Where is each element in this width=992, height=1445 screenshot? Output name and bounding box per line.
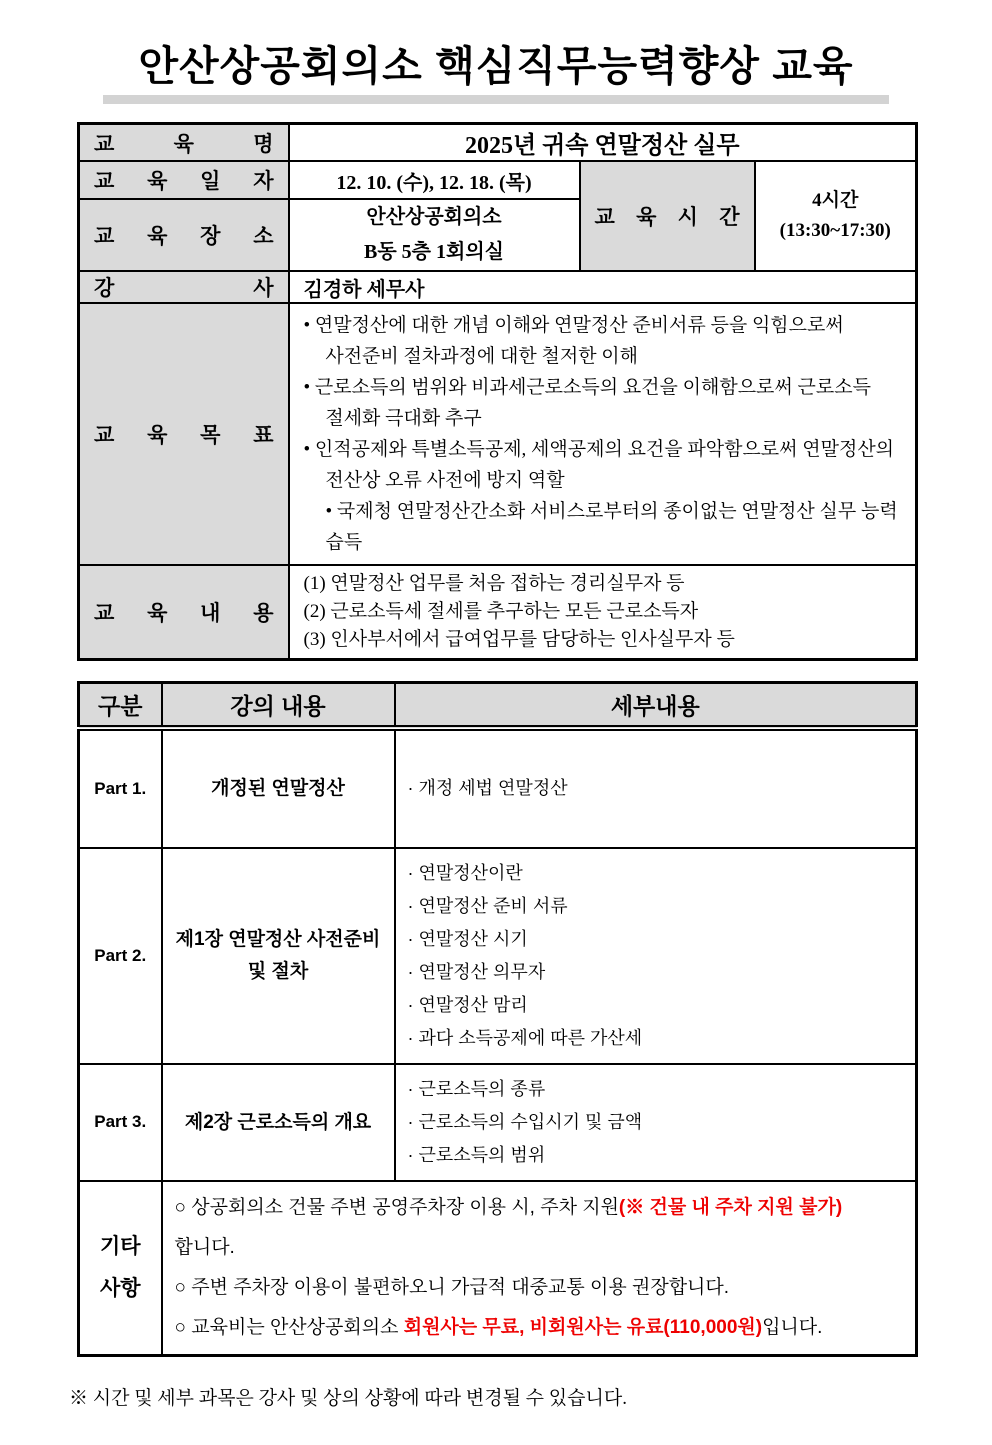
- misc-text: ○ 주변 주차장 이용이 불편하오니 가급적 대중교통 이용 권장합니다.: [174, 1276, 730, 1298]
- goal-item: • 국제청 연말정산간소화 서비스로부터의 종이없는 연말정산 실무 능력 습득: [325, 501, 898, 554]
- course-info-table: [77, 122, 918, 661]
- detail-item: · 연말정산이란: [407, 862, 523, 883]
- misc-text-red: 회원사는 무료, 비회원사는 유료(110,000원): [403, 1316, 763, 1338]
- document: [69, 42, 915, 1410]
- course-time-range: (13:30~17:30): [779, 220, 891, 242]
- value-course-goal: [289, 303, 917, 565]
- table-row: [79, 271, 917, 303]
- detail-item: · 개정 세법 연말정산: [407, 778, 568, 799]
- value-course-date: 12. 10. (수), 12. 18. (목): [289, 161, 580, 199]
- header-detail: 세부내용: [395, 683, 917, 728]
- misc-text: 입니다.: [762, 1316, 823, 1338]
- header-category: 구분: [79, 683, 162, 728]
- title-block: [77, 42, 915, 104]
- curriculum-header-row: [79, 683, 917, 728]
- misc-item: [175, 1188, 908, 1268]
- misc-text: ○ 교육비는 안산상공회의소: [174, 1316, 404, 1338]
- lecture-title-line: 및 절차: [247, 960, 309, 982]
- label-course-date: 교 육 일 자: [79, 161, 289, 199]
- label-course-name: 교 육 명: [79, 124, 289, 162]
- misc-item: [175, 1268, 908, 1308]
- detail-item: · 연말정산 맘리: [407, 994, 528, 1015]
- misc-text-red: (※ 건물 내 주차 지원 불가): [618, 1196, 843, 1218]
- table-row: [79, 303, 917, 565]
- curriculum-row-part1: [79, 728, 917, 848]
- course-place-line1: 안산상공회의소: [366, 206, 502, 229]
- detail-item: · 근로소득의 종류: [407, 1078, 546, 1099]
- curriculum-row-part3: [79, 1064, 917, 1181]
- course-place-line2: B동 5층 1회의실: [364, 241, 504, 264]
- goal-item: • 근로소득의 범위와 비과세근로소득의 요건을 이해함으로써 근로소득 절세화 극대화 추구: [303, 377, 871, 430]
- label-course-time: 교 육 시 간: [580, 161, 755, 271]
- goal-item: • 인적공제와 특별소득공제, 세액공제의 요건을 파악함으로써 연말정산의 전산상 오류 사전에 방지 역할: [303, 439, 895, 492]
- lecture-title: [162, 728, 395, 848]
- lecture-title-line: 제1장 연말정산 사전준비: [175, 929, 381, 951]
- page-title: 안산상공회의소 핵심직무능력향상 교육: [138, 43, 854, 89]
- course-time-hours: 4시간: [812, 189, 859, 211]
- table-row: [79, 124, 917, 162]
- lecture-title-line: 제2장 근로소득의 개요: [184, 1111, 372, 1133]
- part-number: Part 3.: [79, 1064, 162, 1181]
- title-underline-bar: [103, 95, 889, 104]
- lecture-title: [162, 848, 395, 1064]
- misc-label: [79, 1181, 162, 1356]
- curriculum-row-part2: [79, 848, 917, 1064]
- lecture-details: [395, 1064, 917, 1181]
- value-course-place: [289, 199, 580, 271]
- header-lecture: 강의 내용: [162, 683, 395, 728]
- label-course-content: 교 육 내 용: [79, 565, 289, 660]
- value-course-content: [289, 565, 917, 660]
- misc-text: 합니다.: [174, 1236, 235, 1258]
- lecture-title-line: 개정된 연말정산: [211, 778, 345, 800]
- content-item: (1) 연말정산 업무를 처음 접하는 경리실무자 등: [303, 573, 685, 595]
- curriculum-table: [77, 681, 918, 1357]
- detail-item: · 근로소득의 수입시기 및 금액: [407, 1111, 643, 1132]
- part-number: Part 1.: [79, 728, 162, 848]
- part-number: Part 2.: [79, 848, 162, 1064]
- curriculum-row-misc: [79, 1181, 917, 1356]
- label-course-place: 교 육 장 소: [79, 199, 289, 271]
- table-row: [79, 565, 917, 660]
- lecture-details: [395, 728, 917, 848]
- detail-item: · 연말정산 준비 서류: [407, 895, 568, 916]
- value-course-name: 2025년 귀속 연말정산 실무: [289, 124, 917, 162]
- goal-item: • 연말정산에 대한 개념 이해와 연말정산 준비서류 등을 익힘으로써 사전준비 절차과정에 대한 철저한 이해: [303, 315, 844, 368]
- detail-item: · 근로소득의 범위: [407, 1144, 546, 1165]
- table-row: [79, 161, 917, 199]
- content-item: (3) 인사부서에서 급여업무를 담당하는 인사실무자 등: [303, 629, 735, 651]
- detail-item: · 연말정산 시기: [407, 928, 528, 949]
- misc-label-line: 기타: [99, 1234, 141, 1258]
- value-lecturer: 김경하 세무사: [289, 271, 917, 303]
- label-course-goal: 교 육 목 표: [79, 303, 289, 565]
- content-item: (2) 근로소득세 절세를 추구하는 모든 근로소득자: [303, 601, 699, 623]
- lecture-title: [162, 1064, 395, 1181]
- value-course-time: [755, 161, 917, 271]
- label-lecturer: 강 사: [79, 271, 289, 303]
- detail-item: · 과다 소득공제에 따른 가산세: [407, 1027, 643, 1048]
- misc-label-line: 사항: [99, 1276, 141, 1300]
- misc-text: ○ 상공회의소 건물 주변 공영주차장 이용 시, 주차 지원: [174, 1196, 619, 1218]
- footnote: ※ 시간 및 세부 과목은 강사 및 상의 상황에 따라 변경될 수 있습니다.: [69, 1387, 627, 1409]
- lecture-details: [395, 848, 917, 1064]
- detail-item: · 연말정산 의무자: [407, 961, 546, 982]
- misc-item: [175, 1308, 908, 1348]
- misc-content: [162, 1181, 917, 1356]
